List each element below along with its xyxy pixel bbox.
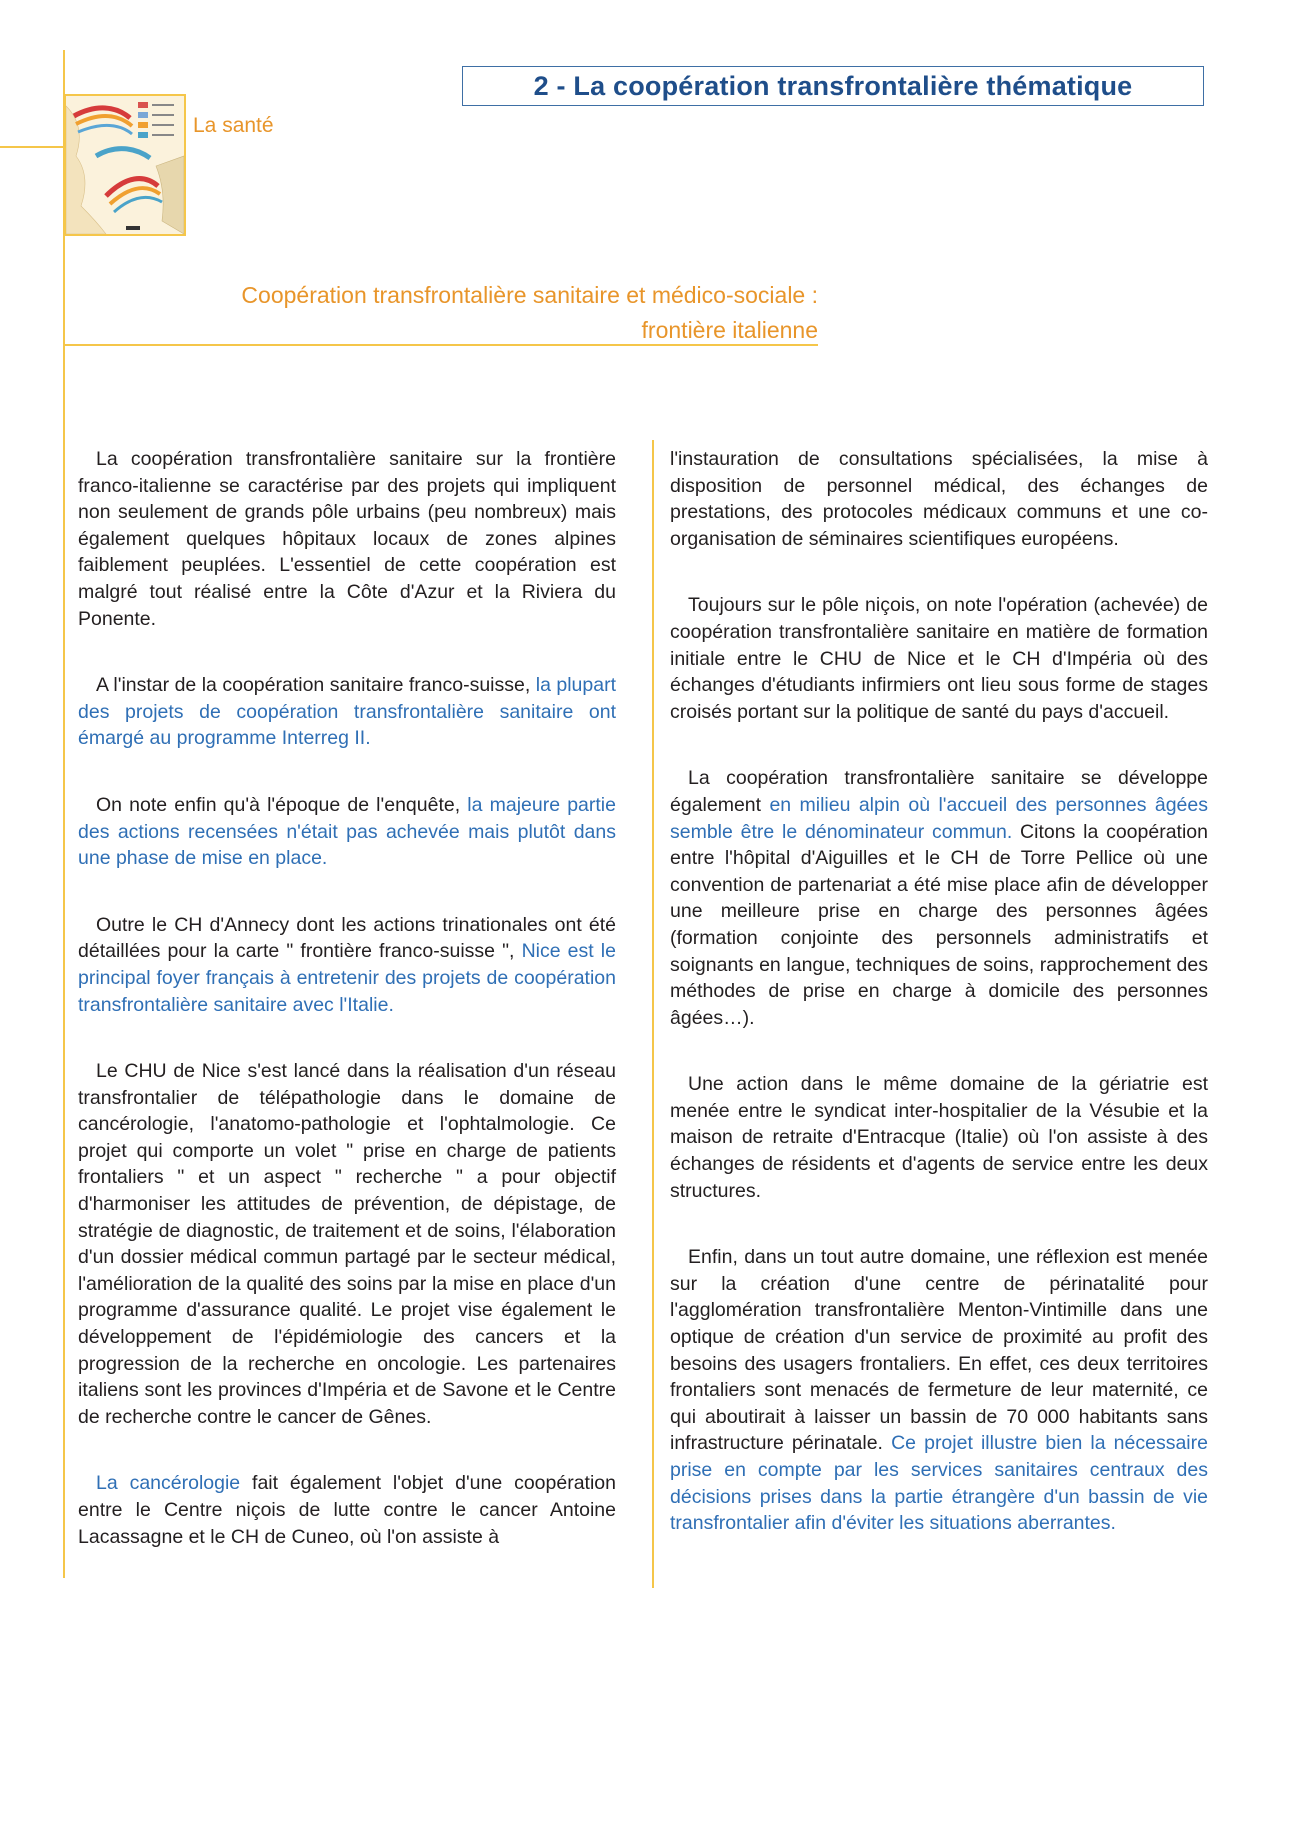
paragraph: La coopération transfrontalière sanitaire sur la frontière franco-italienne se caractérise par des projets qui impliquent non seulement de grands pôle urbains (peu nombreux) mais également quelques hôpitaux locaux de zones alpines faiblement peuplées. L'essentiel de cette coopération est malgré tout réalisé entre la Côte d'Azur et la Riviera du Ponente.	[78, 448, 616, 630]
text-run: Enfin, dans un tout autre domaine, une réflexion est menée sur la création d'une centre de périnatalité pour l'agglomération transfrontalière Menton-Vintimille dans une optique de création d'un service de proximité au profit des besoins des usagers frontaliers. En effet, ces deux territoires frontaliers sont menacés de fermeture de leur maternité, ce qui aboutirait à laisser un bassin de 70 000 habitants sans infrastructure périnatale.	[670, 1246, 1208, 1455]
section-title-box	[462, 66, 1204, 106]
top-margin-tick	[0, 146, 64, 148]
paragraph: Une action dans le même domaine de la gériatrie est menée entre le syndicat inter-hospitalier de la Vésubie et la maison de retraite d'Entracque (Italie) où l'on assiste à des échanges de résidents et d'agents de service entre les deux structures.	[670, 1073, 1208, 1202]
highlighted-text: Nice est le principal foyer français à entretenir des projets de coopération transfrontalière sanitaire avec l'Italie.	[78, 940, 616, 1016]
section-label: La santé	[193, 114, 274, 137]
text-run: fait également l'objet d'une coopération entre le Centre niçois de lutte contre le cancer Antoine Lacassagne et le CH de Cuneo, où l'on assiste à	[78, 1472, 616, 1548]
paragraph: Le CHU de Nice s'est lancé dans la réalisation d'un réseau transfrontalier de télépathologie dans le domaine de cancérologie, l'anatomo-pathologie et l'ophtalmologie. Ce projet qui comporte un volet " prise en charge de patients frontaliers " et un aspect " recherche " a pour objectif d'harmoniser les attitudes de prévention, de dépistage, de stratégie de diagnostic, de traitement et de soins, l'élaboration d'un dossier médical commun partagé par le secteur médical, l'amélioration de la qualité des soins par la mise en place d'un programme d'assurance qualité. Le projet vise également le développement de l'épidémiologie des cancers et la progression de la recherche en oncologie. Les partenaires italiens sont les provinces d'Impéria et de Savone et le Centre de recherche contre le cancer de Gênes.	[78, 1060, 616, 1428]
map-thumbnail	[64, 94, 186, 236]
paragraph	[670, 765, 1208, 1031]
highlighted-text: la plupart des projets de coopération transfrontalière sanitaire ont émargé au programme Interreg II.	[78, 674, 616, 750]
paragraph: l'instauration de consultations spécialisées, la mise à disposition de personnel médical, des échanges de prestations, des protocoles médicaux communs et une co-organisation de séminaires scientifiques européens.	[670, 448, 1208, 550]
text-run: Citons la coopération entre l'hôpital d'Aiguilles et le CH de Torre Pellice où une convention de partenariat a été mise place afin de développer une meilleure prise en charge des personnes âgées (formation conjointe des personnels administratifs et soignants en langue, techniques de soins, rapprochement des méthodes de prise en charge à domicile des personnes âgées…).	[670, 820, 1208, 1029]
highlighted-text: la majeure partie des actions recensées n'était pas achevée mais plutôt dans une phase de mise en place.	[78, 793, 616, 870]
paragraph	[78, 792, 616, 872]
paragraph: Toujours sur le pôle niçois, on note l'opération (achevée) de coopération transfrontalière sanitaire en matière de formation initiale entre le CHU de Nice et le CH d'Impéria où des échanges d'étudiants infirmiers ont lieu sous forme de stages croisés portant sur la politique de santé du pays d'accueil.	[670, 594, 1208, 723]
paragraph	[78, 1470, 616, 1550]
subtitle-line-2: frontière italienne	[641, 317, 818, 343]
text-run: La coopération transfrontalière sanitaire se développe également	[670, 767, 1208, 816]
section-title: 2 - La coopération transfrontalière thématique	[533, 70, 1133, 101]
left-margin-rule	[63, 50, 65, 1578]
text-run: A l'instar de la coopération sanitaire franco-suisse,	[96, 674, 536, 697]
paragraph	[670, 1244, 1208, 1537]
paragraph	[78, 672, 616, 752]
text-run: Outre le CH d'Annecy dont les actions trinationales ont été détaillées pour la carte " frontière franco-suisse ",	[78, 913, 616, 963]
highlighted-text: en milieu alpin où l'accueil des personnes âgées semble être le dénominateur commun.	[670, 793, 1209, 843]
column-divider	[652, 440, 654, 1588]
right-column	[670, 446, 1208, 1577]
subtitle-line-1: Coopération transfrontalière sanitaire et médico-sociale :	[241, 282, 818, 308]
text-run: On note enfin qu'à l'époque de l'enquête,	[96, 793, 468, 816]
map-thumbnail-graphic	[66, 96, 184, 234]
highlighted-text: La cancérologie	[96, 1472, 241, 1495]
highlighted-text: Ce projet illustre bien la nécessaire prise en compte par les services sanitaires centraux des décisions prises dans la partie étrangère d'un bassin de vie transfrontalier afin d'éviter les situations aberrantes.	[670, 1432, 1208, 1535]
paragraph	[78, 912, 616, 1018]
left-column	[78, 446, 616, 1590]
page-subtitle	[140, 278, 818, 348]
subtitle-rule	[64, 344, 818, 346]
